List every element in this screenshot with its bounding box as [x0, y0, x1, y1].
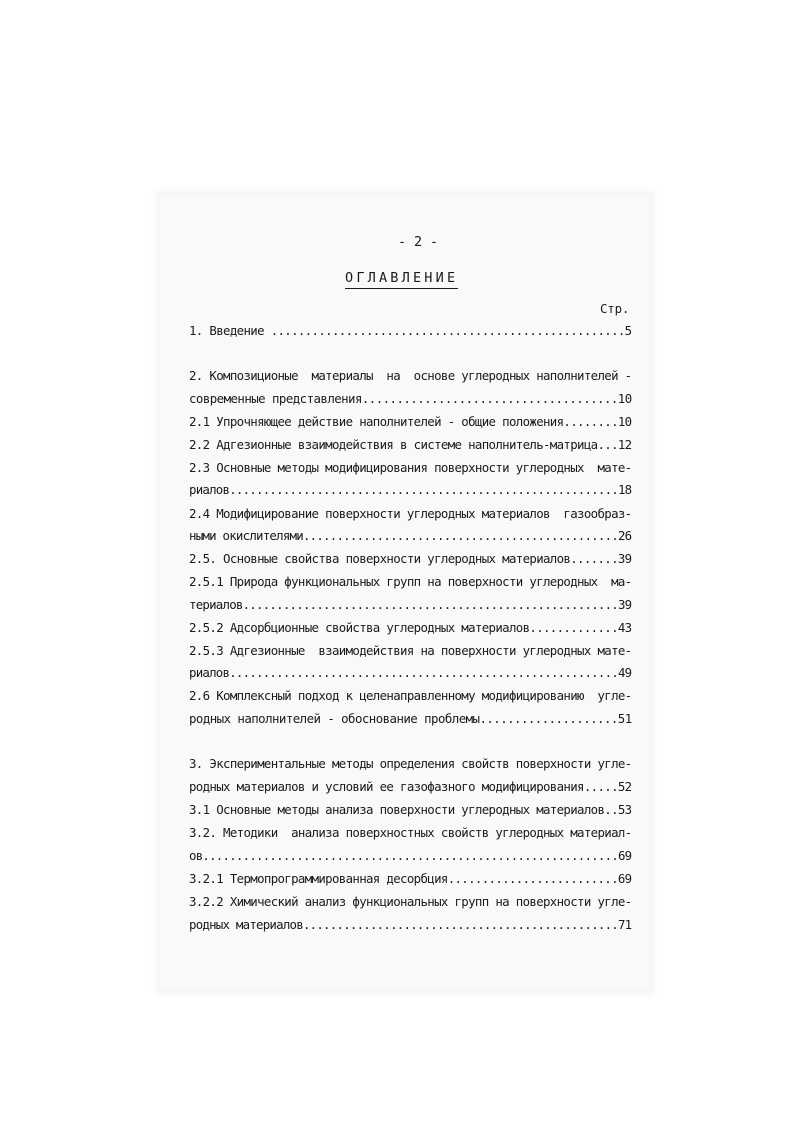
toc-entry: 2.6 Комплексный подход к целенаправленному модифицированию угле-: [189, 688, 632, 703]
toc-entry: 2.5.3 Адгезионные взаимодействия на поверхности углеродных мате-: [189, 643, 632, 658]
toc-entry: 2.5.2 Адсорбционные свойства углеродных материалов.............43: [189, 620, 632, 635]
toc-entry: риалов..........................................................18: [189, 482, 632, 497]
page-column-label: Стр.: [600, 301, 630, 316]
page-number: - 2 -: [398, 234, 438, 250]
toc-entry: 2.2 Адгезионные взаимодействия в системе наполнитель-матрица...12: [189, 437, 632, 452]
toc-entry: родных наполнителей - обоснование проблемы....................51: [189, 711, 632, 726]
toc-entry: 2. Композиционые материалы на основе углеродных наполнителей -: [189, 368, 632, 383]
toc-entry: 3. Экспериментальные методы определения свойств поверхности угле-: [189, 756, 632, 771]
toc-entry: 1. Введение ....................................................5: [189, 323, 632, 338]
toc-entry: 3.1 Основные методы анализа поверхности углеродных материалов..53: [189, 802, 632, 817]
toc-entry: 2.1 Упрочняющее действие наполнителей - общие положения........10: [189, 414, 632, 429]
toc-entry: риалов..........................................................49: [189, 665, 632, 680]
toc-entry: 2.4 Модифицирование поверхности углеродных материалов газообраз-: [189, 506, 632, 521]
toc-entry: ов..............................................................69: [189, 848, 632, 863]
toc-entry: родных материалов...............................................71: [189, 917, 632, 932]
toc-entry: 2.5.1 Природа функциональных групп на поверхности углеродных ма-: [189, 574, 632, 589]
toc-entry: ными окислителями...............................................26: [189, 528, 632, 543]
toc-entry: 3.2.2 Химический анализ функциональных групп на поверхности угле-: [189, 894, 632, 909]
toc-entry: 2.3 Основные методы модифицирования поверхности углеродных мате-: [189, 460, 632, 475]
page-title: ОГЛАВЛЕНИЕ: [345, 271, 458, 289]
toc-entry: 3.2. Методики анализа поверхностных свойств углеродных материал-: [189, 825, 632, 840]
toc-entry: родных материалов и условий ее газофазного модифицирования.....52: [189, 779, 632, 794]
toc-entry: 3.2.1 Термопрограммированная десорбция.........................69: [189, 871, 632, 886]
toc-entry: современные представления.....................................10: [189, 391, 632, 406]
toc-entry: териалов........................................................39: [189, 597, 632, 612]
toc-entry: 2.5. Основные свойства поверхности углеродных материалов.......39: [189, 551, 632, 566]
